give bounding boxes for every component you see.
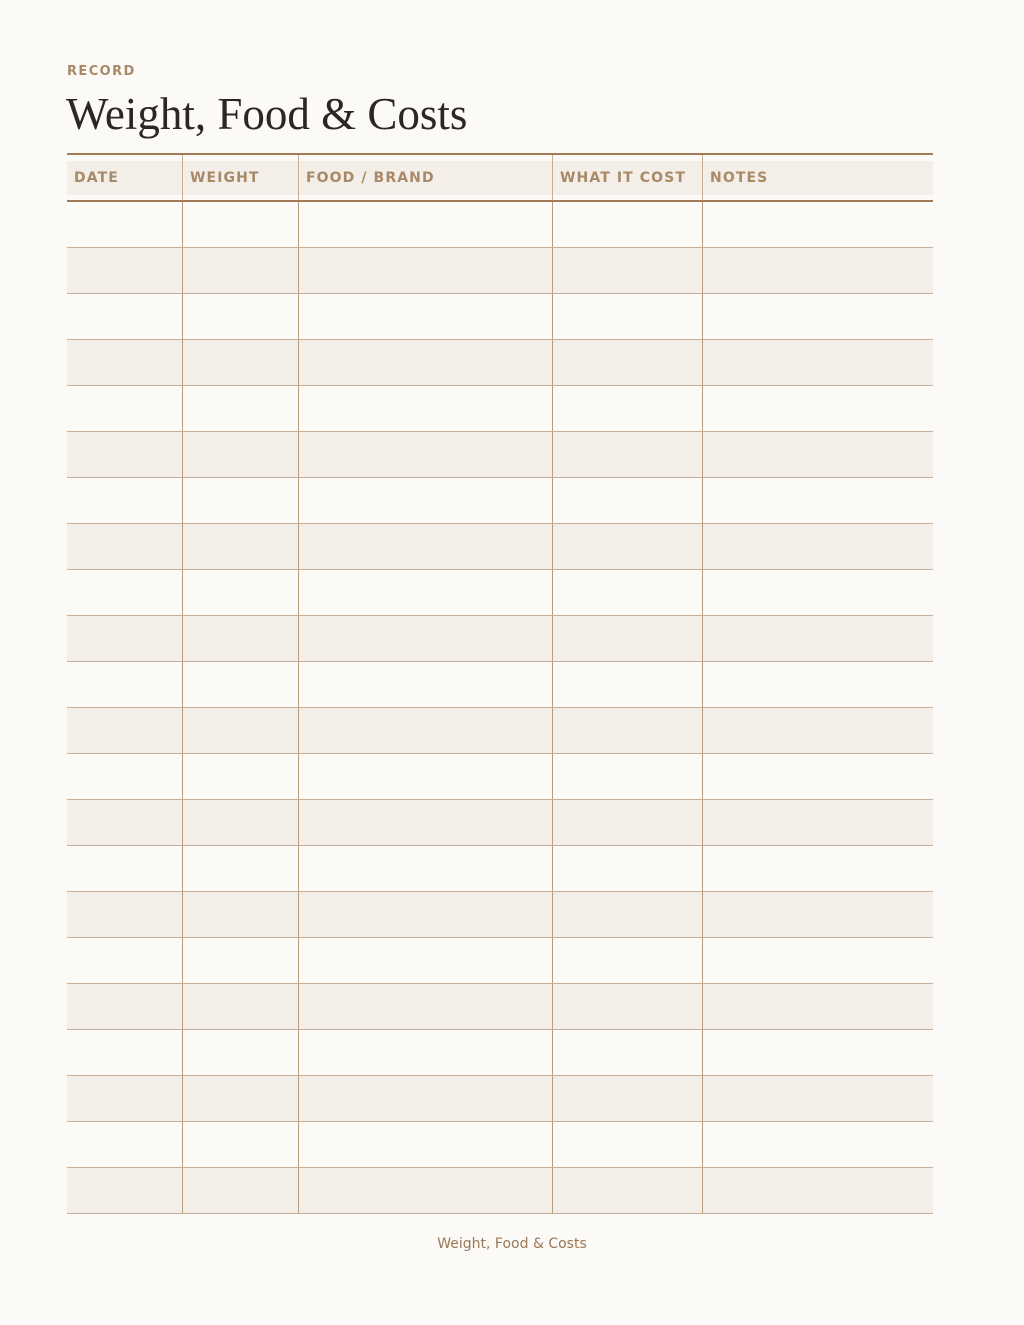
cost-cell — [552, 570, 702, 615]
notes-cell — [702, 570, 933, 615]
weight-cell — [182, 524, 298, 569]
date-cell — [67, 294, 182, 339]
notes-cell — [702, 846, 933, 891]
table-row — [67, 846, 933, 892]
weight-cell — [182, 846, 298, 891]
food-brand-cell — [298, 846, 552, 891]
table-row — [67, 938, 933, 984]
date-cell — [67, 1168, 182, 1213]
table-row — [67, 662, 933, 708]
date-cell — [67, 846, 182, 891]
food-brand-cell — [298, 754, 552, 799]
column-header-weight: WEIGHT — [182, 155, 298, 200]
weight-cell — [182, 294, 298, 339]
table-row — [67, 386, 933, 432]
weight-cell — [182, 938, 298, 983]
weight-cell — [182, 984, 298, 1029]
date-cell — [67, 984, 182, 1029]
weight-cell — [182, 892, 298, 937]
weight-cell — [182, 340, 298, 385]
notes-cell — [702, 294, 933, 339]
notes-cell — [702, 1076, 933, 1121]
table-row — [67, 1030, 933, 1076]
food-brand-cell — [298, 202, 552, 247]
record-label: RECORD — [67, 64, 136, 79]
food-brand-cell — [298, 938, 552, 983]
table-row — [67, 524, 933, 570]
weight-cell — [182, 1076, 298, 1121]
notes-cell — [702, 662, 933, 707]
cost-cell — [552, 800, 702, 845]
date-cell — [67, 1076, 182, 1121]
weight-cell — [182, 1030, 298, 1075]
date-cell — [67, 1122, 182, 1167]
food-brand-cell — [298, 432, 552, 477]
date-cell — [67, 570, 182, 615]
cost-cell — [552, 1168, 702, 1213]
weight-cell — [182, 248, 298, 293]
cost-cell — [552, 984, 702, 1029]
cost-cell — [552, 1076, 702, 1121]
date-cell — [67, 478, 182, 523]
table-row — [67, 984, 933, 1030]
notes-cell — [702, 386, 933, 431]
food-brand-cell — [298, 708, 552, 753]
table-header — [67, 155, 933, 202]
weight-cell — [182, 800, 298, 845]
date-cell — [67, 202, 182, 247]
food-brand-cell — [298, 1122, 552, 1167]
food-brand-cell — [298, 662, 552, 707]
notes-cell — [702, 1030, 933, 1075]
weight-cell — [182, 386, 298, 431]
table-row — [67, 616, 933, 662]
notes-cell — [702, 708, 933, 753]
table-row — [67, 1122, 933, 1168]
table-row — [67, 1076, 933, 1122]
column-header-notes: NOTES — [702, 155, 933, 200]
cost-cell — [552, 432, 702, 477]
cost-cell — [552, 846, 702, 891]
food-brand-cell — [298, 524, 552, 569]
weight-cell — [182, 616, 298, 661]
table-row — [67, 294, 933, 340]
date-cell — [67, 754, 182, 799]
cost-cell — [552, 662, 702, 707]
record-table — [67, 153, 933, 1214]
notes-cell — [702, 938, 933, 983]
table-row — [67, 892, 933, 938]
food-brand-cell — [298, 386, 552, 431]
weight-cell — [182, 432, 298, 477]
food-brand-cell — [298, 892, 552, 937]
notes-cell — [702, 616, 933, 661]
table-row — [67, 570, 933, 616]
table-row — [67, 248, 933, 294]
cost-cell — [552, 754, 702, 799]
page-title: Weight, Food & Costs — [66, 89, 468, 139]
table-row — [67, 432, 933, 478]
table-row — [67, 754, 933, 800]
weight-cell — [182, 754, 298, 799]
date-cell — [67, 800, 182, 845]
notes-cell — [702, 984, 933, 1029]
cost-cell — [552, 524, 702, 569]
notes-cell — [702, 202, 933, 247]
cost-cell — [552, 616, 702, 661]
date-cell — [67, 524, 182, 569]
notes-cell — [702, 524, 933, 569]
date-cell — [67, 616, 182, 661]
date-cell — [67, 386, 182, 431]
table-row — [67, 478, 933, 524]
cost-cell — [552, 340, 702, 385]
notes-cell — [702, 892, 933, 937]
notes-cell — [702, 248, 933, 293]
notes-cell — [702, 1168, 933, 1213]
date-cell — [67, 708, 182, 753]
cost-cell — [552, 386, 702, 431]
food-brand-cell — [298, 1168, 552, 1213]
column-header-date: DATE — [74, 169, 119, 186]
table-row — [67, 708, 933, 754]
date-cell — [67, 1030, 182, 1075]
column-header-cost: WHAT IT COST — [552, 155, 702, 200]
food-brand-cell — [298, 248, 552, 293]
weight-cell — [182, 1122, 298, 1167]
notes-cell — [702, 1122, 933, 1167]
notes-cell — [702, 478, 933, 523]
weight-cell — [182, 202, 298, 247]
weight-cell — [182, 708, 298, 753]
cost-cell — [552, 708, 702, 753]
cost-cell — [552, 892, 702, 937]
date-cell — [67, 892, 182, 937]
cost-cell — [552, 1030, 702, 1075]
date-cell — [67, 340, 182, 385]
column-header-food-brand: FOOD / BRAND — [298, 155, 552, 200]
notes-cell — [702, 432, 933, 477]
food-brand-cell — [298, 616, 552, 661]
food-brand-cell — [298, 294, 552, 339]
food-brand-cell — [298, 340, 552, 385]
date-cell — [67, 432, 182, 477]
weight-cell — [182, 1168, 298, 1213]
page-footer: Weight, Food & Costs — [437, 1236, 587, 1252]
table-row — [67, 202, 933, 248]
food-brand-cell — [298, 984, 552, 1029]
cost-cell — [552, 478, 702, 523]
date-cell — [67, 938, 182, 983]
table-row — [67, 340, 933, 386]
food-brand-cell — [298, 570, 552, 615]
cost-cell — [552, 294, 702, 339]
cost-cell — [552, 202, 702, 247]
table-row — [67, 800, 933, 846]
notes-cell — [702, 340, 933, 385]
date-cell — [67, 662, 182, 707]
date-cell — [67, 248, 182, 293]
food-brand-cell — [298, 478, 552, 523]
food-brand-cell — [298, 1076, 552, 1121]
cost-cell — [552, 248, 702, 293]
notes-cell — [702, 800, 933, 845]
food-brand-cell — [298, 800, 552, 845]
table-row — [67, 1168, 933, 1214]
cost-cell — [552, 938, 702, 983]
table-body — [67, 202, 933, 1214]
food-brand-cell — [298, 1030, 552, 1075]
cost-cell — [552, 1122, 702, 1167]
weight-cell — [182, 570, 298, 615]
notes-cell — [702, 754, 933, 799]
weight-cell — [182, 478, 298, 523]
weight-cell — [182, 662, 298, 707]
